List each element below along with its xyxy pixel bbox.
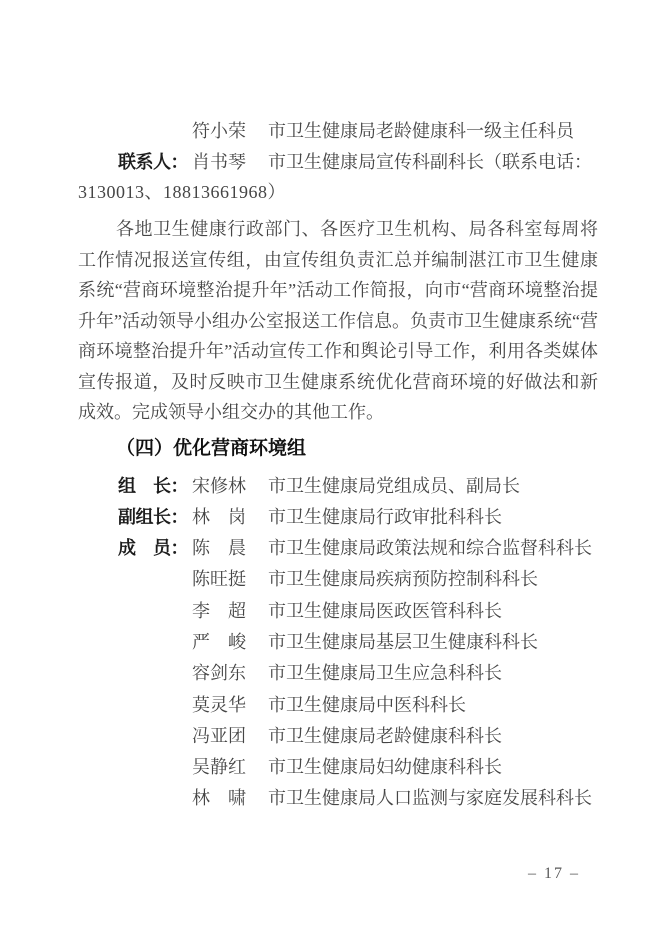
member-name: 李 超 — [192, 600, 246, 621]
member-title: 市卫生健康局妇幼健康科科长 — [268, 757, 502, 778]
member-name: 宋修林 — [192, 475, 246, 496]
member-name: 冯亚团 — [192, 725, 246, 746]
section-heading: （四）优化营商环境组 — [116, 438, 307, 459]
member-name: 吴静红 — [192, 757, 246, 778]
roster-row — [118, 533, 592, 564]
roster-row — [118, 502, 592, 533]
roster-row — [118, 658, 592, 689]
roster-row — [118, 627, 592, 658]
member-title: 市卫生健康局老龄健康科科长 — [268, 725, 502, 746]
role-label — [118, 690, 192, 721]
roster-row — [118, 471, 592, 502]
role-label — [118, 627, 192, 658]
member-name: 严 峻 — [192, 631, 246, 652]
role-label — [118, 752, 192, 783]
member-title: 市卫生健康局卫生应急科科长 — [268, 663, 502, 684]
role-label — [118, 596, 192, 627]
member-title: 市卫生健康局老龄健康科一级主任科员 — [268, 121, 574, 141]
member-title: 市卫生健康局中医科科长 — [268, 694, 466, 715]
contact-title: 市卫生健康局宣传科副科长（联系电话： — [268, 151, 592, 172]
member-name: 陈旺挺 — [192, 569, 246, 590]
role-label — [118, 783, 192, 814]
roster — [118, 471, 592, 815]
roster-continuation-row — [118, 116, 574, 147]
contact-phone-line: 3130013、18813661968） — [78, 182, 286, 203]
member-title: 市卫生健康局行政审批科科长 — [268, 506, 502, 527]
member-title: 市卫生健康局疾病预防控制科科长 — [268, 569, 538, 590]
member-name: 林 啸 — [192, 788, 246, 809]
member-title: 市卫生健康局政策法规和综合监督科科长 — [268, 538, 592, 559]
contact-row — [118, 147, 592, 178]
role-label — [118, 658, 192, 689]
member-name: 莫灵华 — [192, 694, 246, 715]
role-label — [118, 116, 192, 147]
roster-row — [118, 564, 592, 595]
member-title: 市卫生健康局人口监测与家庭发展科科长 — [268, 788, 592, 809]
member-name: 林 岗 — [192, 506, 246, 527]
role-label — [118, 721, 192, 752]
role-label — [118, 564, 192, 595]
roster-row — [118, 596, 592, 627]
member-name: 符小荣 — [192, 121, 246, 141]
roster-row — [118, 752, 592, 783]
body-paragraph: 各地卫生健康行政部门、各医疗卫生机构、局各科室每周将工作情况报送宣传组，由宣传组负责汇总并编制湛江市卫生健康系统“营商环境整治提升年”活动工作简报，向市“营商环境整治提升年”活动领导小组办公室报送工作信息。负责市卫生健康系统“营商环境整治提升年”活动宣传工作和舆论引导工作，利用各类媒体宣传报道，及时反映市卫生健康系统优化营商环境的好做法和新成效。完成领导小组交办的其他工作。 — [78, 219, 598, 422]
role-label: 副组长： — [118, 506, 188, 527]
member-title: 市卫生健康局基层卫生健康科科长 — [268, 631, 538, 652]
member-name: 陈 晨 — [192, 538, 246, 559]
roster-row — [118, 783, 592, 814]
contact-label: 联系人： — [118, 151, 188, 172]
contact-name: 肖书琴 — [192, 151, 246, 172]
roster-row — [118, 690, 592, 721]
role-label: 成 员： — [118, 538, 188, 559]
member-title: 市卫生健康局党组成员、副局长 — [268, 475, 520, 496]
page-number: – 17 – — [528, 865, 580, 882]
member-title: 市卫生健康局医政医管科科长 — [268, 600, 502, 621]
role-label: 组 长： — [118, 475, 188, 496]
roster-row — [118, 721, 592, 752]
member-name: 容剑东 — [192, 663, 246, 684]
